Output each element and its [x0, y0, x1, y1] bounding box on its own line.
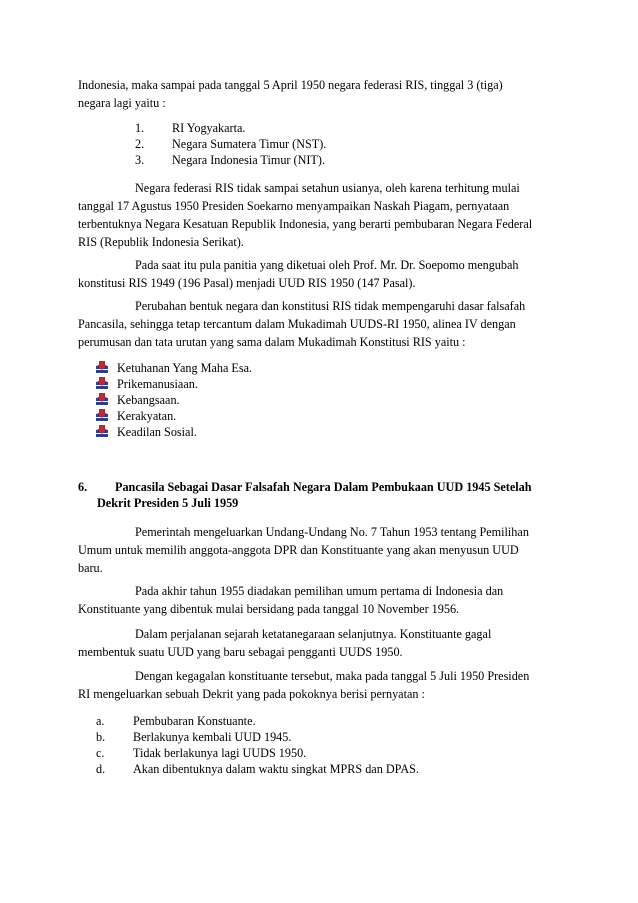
arrow-bullet-icon — [96, 409, 108, 421]
heading-number: 6. — [78, 480, 88, 494]
paragraph-line: tanggal 17 Agustus 1950 Presiden Soekarno menyampaikan Naskah Piagam, pernyataan — [78, 199, 510, 213]
list-number: 2. — [135, 137, 145, 151]
paragraph-line: Perubahan bentuk negara dan konstitusi RIS tidak mempengaruhi dasar falsafah — [135, 299, 526, 313]
arrow-bullet-icon — [96, 393, 108, 405]
arrow-bullet-icon — [96, 425, 108, 437]
paragraph-line: RIS (Republik Indonesia Serikat). — [78, 235, 244, 249]
list-item: Prikemanusiaan. — [117, 377, 198, 391]
paragraph-line: Pada akhir tahun 1955 diadakan pemilihan umum pertama di Indonesia dan — [135, 584, 504, 598]
paragraph-line: terbentuknya Negara Kesatuan Republik Indonesia, yang berarti pembubaran Negara Federal — [78, 217, 533, 231]
paragraph-line: perumusan dan tata urutan yang sama dalam Mukadimah Konstitusi RIS yaitu : — [78, 335, 466, 349]
paragraph-line: Pada saat itu pula panitia yang diketuai oleh Prof. Mr. Dr. Soepomo mengubah — [135, 258, 519, 272]
list-item: Berlakunya kembali UUD 1945. — [133, 730, 292, 744]
paragraph-line: Indonesia, maka sampai pada tanggal 5 April 1950 negara federasi RIS, tinggal 3 (tiga) — [78, 78, 503, 92]
list-number: 3. — [135, 153, 145, 167]
paragraph-line: Dalam perjalanan sejarah ketatanegaraan selanjutnya. Konstituante gagal — [135, 627, 492, 641]
paragraph-line: baru. — [78, 561, 103, 575]
heading-line: Dekrit Presiden 5 Juli 1959 — [97, 496, 239, 510]
list-number: 1. — [135, 121, 145, 135]
paragraph-line: RI mengeluarkan sebuah Dekrit yang pada pokoknya berisi pernyatan : — [78, 687, 425, 701]
list-item: Akan dibentuknya dalam waktu singkat MPRS dan DPAS. — [133, 762, 419, 776]
list-letter: b. — [96, 730, 106, 744]
paragraph-line: Konstituante yang dibentuk mulai bersidang pada tanggal 10 November 1956. — [78, 602, 460, 616]
paragraph-line: negara lagi yaitu : — [78, 96, 166, 110]
list-item: Pembubaran Konstuante. — [133, 714, 256, 728]
list-item: Negara Sumatera Timur (NST). — [172, 137, 327, 151]
list-item: Tidak berlakunya lagi UUDS 1950. — [133, 746, 307, 760]
list-letter: a. — [96, 714, 105, 728]
list-item: Kebangsaan. — [117, 393, 180, 407]
list-item: Kerakyatan. — [117, 409, 177, 423]
list-item: Keadilan Sosial. — [117, 425, 197, 439]
paragraph-line: Umum untuk memilih anggota-anggota DPR dan Konstituante yang akan menyusun UUD — [78, 543, 519, 557]
arrow-bullet-icon — [96, 377, 108, 389]
list-letter: d. — [96, 762, 106, 776]
list-item: Ketuhanan Yang Maha Esa. — [117, 361, 253, 375]
paragraph-line: Pemerintah mengeluarkan Undang-Undang No. 7 Tahun 1953 tentang Pemilihan — [135, 525, 529, 539]
heading-line: Pancasila Sebagai Dasar Falsafah Negara Dalam Pembukaan UUD 1945 Setelah — [115, 480, 532, 494]
list-item: Negara Indonesia Timur (NIT). — [172, 153, 325, 167]
paragraph-line: Negara federasi RIS tidak sampai setahun usianya, oleh karena terhitung mulai — [135, 181, 520, 195]
paragraph-line: membentuk suatu UUD yang baru sebagai pengganti UUDS 1950. — [78, 645, 403, 659]
list-letter: c. — [96, 746, 105, 760]
paragraph-line: konstitusi RIS 1949 (196 Pasal) menjadi UUD RIS 1950 (147 Pasal). — [78, 276, 416, 290]
arrow-bullet-icon — [96, 361, 108, 373]
paragraph-line: Pancasila, sehingga tetap tercantum dalam Mukadimah UUDS-RI 1950, alinea IV dengan — [78, 317, 516, 331]
list-item: RI Yogyakarta. — [172, 121, 246, 135]
paragraph-line: Dengan kegagalan konstituante tersebut, maka pada tanggal 5 Juli 1950 Presiden — [135, 669, 530, 683]
